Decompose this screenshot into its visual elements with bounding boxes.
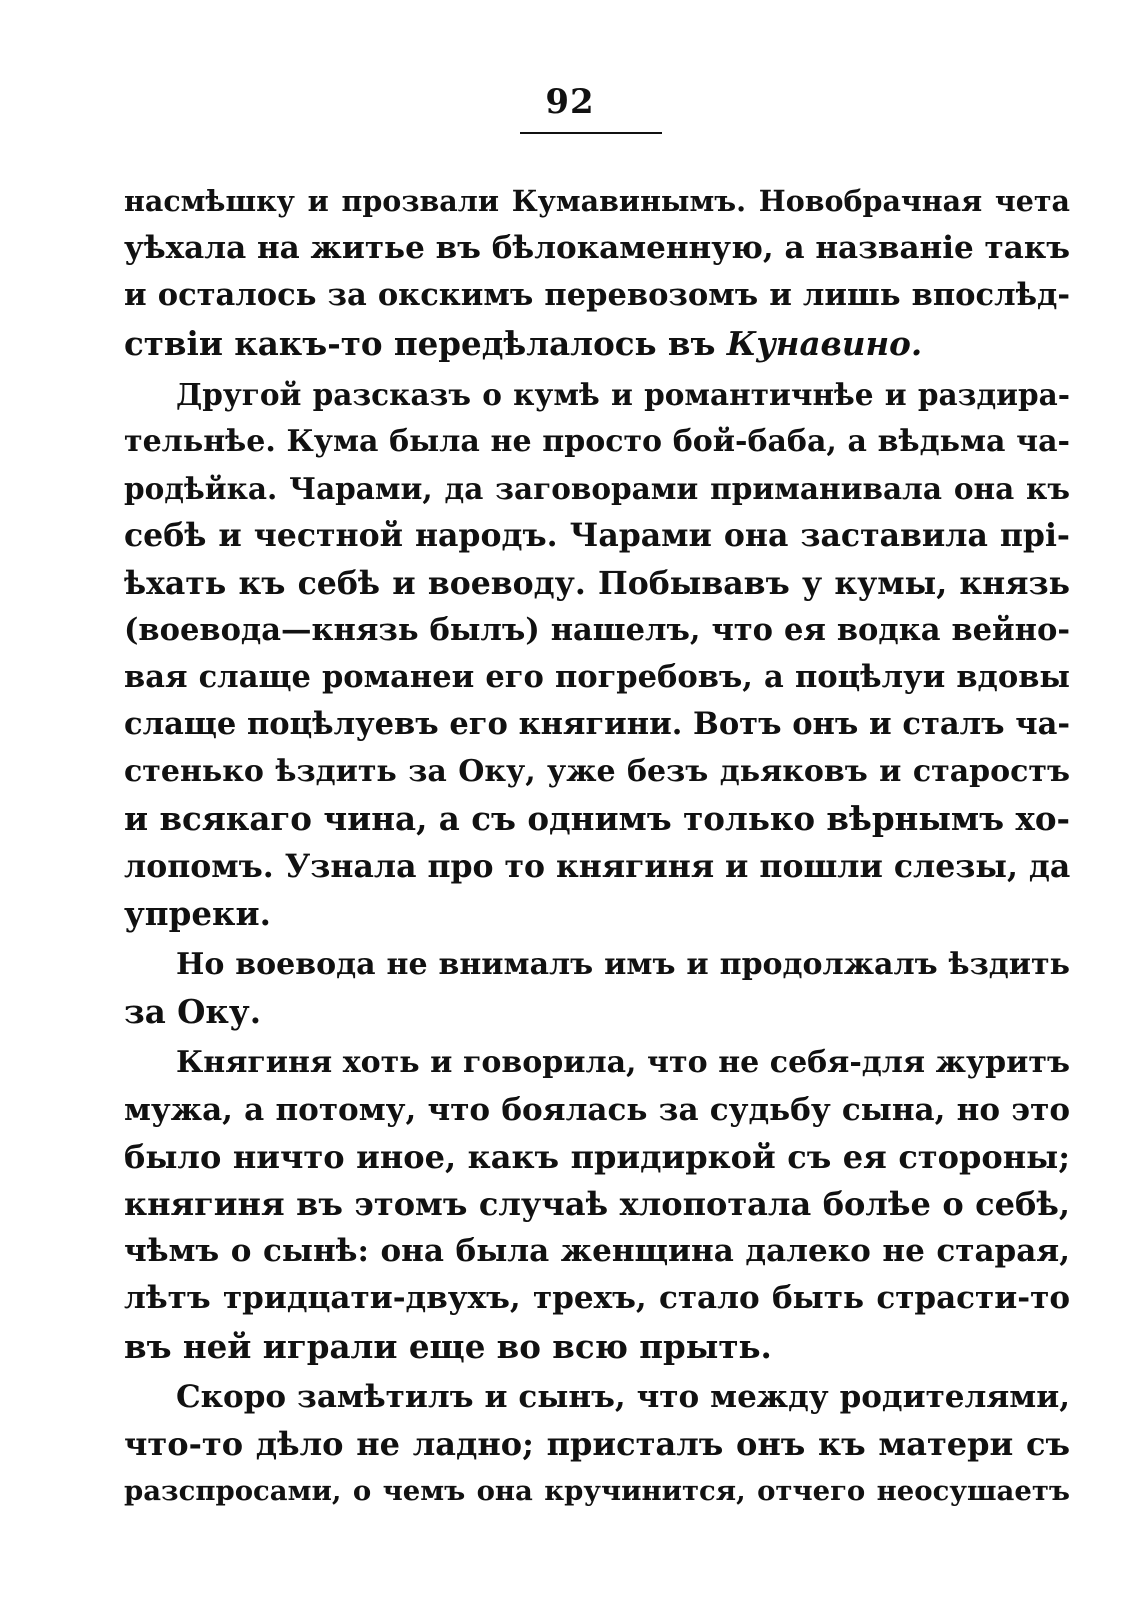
line-text: вая слаще романеи его погребовъ, а поцѣлуи вдовы xyxy=(124,658,1070,695)
text-line xyxy=(124,320,1070,367)
line-text: мужа, а потому, что боялась за судьбу сына, но это xyxy=(124,1091,1070,1128)
body-text xyxy=(124,178,1070,1515)
text-line xyxy=(124,890,1070,937)
line-text: ѣхать къ себѣ и воеводу. Побывавъ у кумы, князь xyxy=(124,564,1070,602)
line-text: и всякаго чина, а съ однимъ только вѣрнымъ хо- xyxy=(124,799,1070,839)
line-text: себѣ и честной народъ. Чарами она заставила прі- xyxy=(124,517,1070,555)
text-line xyxy=(124,272,1070,319)
text-line xyxy=(124,418,1070,465)
text-line xyxy=(124,1228,1070,1275)
text-line xyxy=(124,941,1070,988)
text-line xyxy=(124,607,1070,654)
text-line xyxy=(124,1039,1070,1086)
text-line xyxy=(124,465,1070,512)
text-line xyxy=(124,988,1070,1035)
line-text: Скоро замѣтилъ и сынъ, что между родителями, xyxy=(176,1378,1070,1415)
line-text: уѣхала на житье въ бѣлокаменную, а названіе такъ xyxy=(124,230,1070,267)
text-line xyxy=(124,795,1070,842)
line-text: (воевода—князь былъ) нашелъ, что ея водка вейно- xyxy=(124,611,1070,648)
text-line xyxy=(124,225,1070,272)
paragraph xyxy=(124,371,1070,937)
line-text: тельнѣе. Кума была не просто бой-баба, а вѣдьма ча- xyxy=(124,423,1070,459)
text-line xyxy=(124,1087,1070,1134)
text-line xyxy=(124,748,1070,795)
line-text: чѣмъ о сынѣ: она была женщина далеко не старая, xyxy=(124,1233,1070,1270)
text-line xyxy=(124,1323,1070,1370)
text-line xyxy=(124,701,1070,748)
line-text: было ничто иное, какъ придиркой съ ея стороны; xyxy=(124,1137,1070,1176)
line-text: за Оку. xyxy=(124,992,262,1032)
line-text: родѣйка. Чарами, да заговорами приманивала она къ xyxy=(124,471,1070,507)
line-text: слаще поцѣлуевъ его княгини. Вотъ онъ и сталъ ча- xyxy=(124,706,1070,743)
text-line xyxy=(124,178,1070,225)
paragraph xyxy=(124,1039,1070,1369)
text-line xyxy=(124,1275,1070,1322)
page-number: 92 xyxy=(545,82,595,122)
text-line xyxy=(124,1468,1070,1515)
line-text: ствіи какъ-то передѣлалось въ xyxy=(124,323,727,363)
text-line xyxy=(124,1421,1070,1468)
header-rule xyxy=(520,132,662,134)
paragraph xyxy=(124,941,1070,1035)
line-text: княгиня въ этомъ случаѣ хлопотала болѣе о себѣ, xyxy=(124,1184,1070,1223)
text-line xyxy=(124,843,1070,890)
line-text: что-то дѣло не ладно; присталъ онъ къ матери съ xyxy=(124,1424,1070,1463)
line-text: насмѣшку и прозвали Кумавинымъ. Новобрачная чета xyxy=(124,184,1070,218)
line-text: лопомъ. Узнала про то княгиня и пошли слезы, да xyxy=(124,847,1070,885)
paragraph xyxy=(124,1374,1070,1516)
text-line xyxy=(124,1181,1070,1228)
paragraph xyxy=(124,178,1070,367)
text-line xyxy=(124,1374,1070,1421)
text-line xyxy=(124,560,1070,607)
text-line xyxy=(124,654,1070,701)
line-text: и осталось за окскимъ перевозомъ и лишь впослѣд- xyxy=(124,277,1070,314)
line-text: разспросами, о чемъ она кручинится, отчего неосушаетъ xyxy=(124,1475,1070,1508)
text-line xyxy=(124,512,1070,559)
line-text: Но воевода не внималъ имъ и продолжалъ ѣздить xyxy=(176,947,1070,982)
line-text: Княгиня хоть и говорила, что не себя-для журитъ xyxy=(176,1045,1070,1081)
line-text: Другой разсказъ о кумѣ и романтичнѣе и раздира- xyxy=(176,376,1070,412)
line-text: стенько ѣздить за Оку, уже безъ дьяковъ и старостъ xyxy=(124,754,1070,790)
line-text: лѣтъ тридцати-двухъ, трехъ, стало быть страсти-то xyxy=(124,1280,1070,1317)
line-text: въ ней играли еще во всю прыть. xyxy=(124,1326,772,1366)
text-line xyxy=(124,1134,1070,1181)
italic-place-name: Кунавино. xyxy=(726,323,923,363)
text-line xyxy=(124,371,1070,418)
line-text: упреки. xyxy=(124,893,271,933)
